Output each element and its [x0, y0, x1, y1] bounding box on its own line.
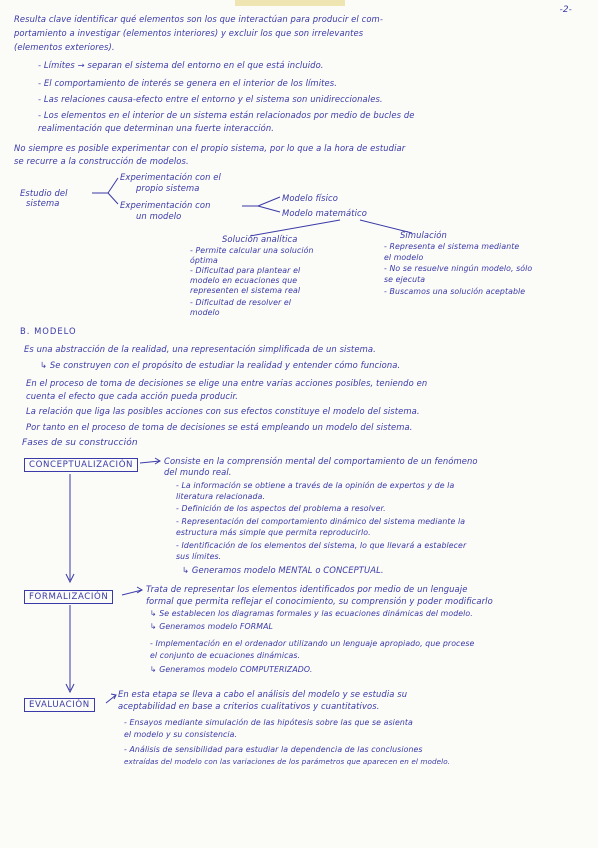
paragraph-line: No siempre es posible experimentar con el propio sistema, por lo que a la hora de estudiar	[14, 143, 406, 153]
fases-title: Fases de su construcción	[22, 438, 138, 448]
bullet-line: - Las relaciones causa-efecto entre el entorno y el sistema son unidireccionales.	[38, 94, 383, 104]
intro-line-3: (elementos exteriores).	[14, 42, 115, 52]
formalizacion-line: ↳ Se establecen los diagramas formales y las ecuaciones dinámicas del modelo.	[150, 609, 473, 618]
conceptualizacion-line: - Definición de los aspectos del problema a resolver.	[176, 504, 386, 513]
intro-line-1: Resulta clave identificar qué elementos son los que interactúan para producir el com-	[14, 14, 383, 24]
evaluacion-line: el modelo y su consistencia.	[124, 730, 238, 739]
intro-line-2: portamiento a investigar (elementos interiores) y excluir los que son irrelevantes	[14, 28, 364, 38]
formalizacion-line: el conjunto de ecuaciones dinámicas.	[150, 651, 301, 660]
simulation-item: el modelo	[384, 253, 424, 262]
simulation-item: - Buscamos una solución aceptable	[384, 287, 526, 296]
evaluacion-line: En esta etapa se lleva a cabo el análisis del modelo y se estudia su	[118, 689, 408, 699]
bullet-line: - El comportamiento de interés se genera en el interior de los límites.	[38, 78, 337, 88]
section-b-line: En el proceso de toma de decisiones se elige una entre varias acciones posibles, teniendo en	[26, 378, 428, 388]
conceptualizacion-line: - Representación del comportamiento dinámico del sistema mediante la	[176, 517, 466, 526]
conceptualizacion-line: - La información se obtiene a través de la opinión de expertos y de la	[176, 481, 455, 490]
conceptualizacion-box: CONCEPTUALIZACIÓN	[24, 458, 138, 472]
evaluacion-line: - Análisis de sensibilidad para estudiar la dependencia de las conclusiones	[124, 745, 423, 754]
diagram-branch-2: un modelo	[136, 211, 182, 221]
simulation-item: - No se resuelve ningún modelo, sólo	[384, 264, 533, 273]
diagram-root-label: Estudio del	[20, 188, 68, 198]
simulation-item: se ejecuta	[384, 275, 426, 284]
diagram-modelo-matematico: Modelo matemático	[282, 208, 367, 218]
section-b-line: Es una abstracción de la realidad, una representación simplificada de un sistema.	[24, 344, 376, 354]
formalizacion-line: formal que permita reflejar el conocimiento, su comprensión y poder modificarlo	[146, 596, 493, 606]
analytic-item: - Dificultad de resolver el	[190, 298, 292, 307]
section-b-line: cuenta el efecto que cada acción pueda producir.	[26, 391, 239, 401]
simulation-title: Simulación	[400, 230, 447, 240]
conceptualizacion-line: - Identificación de los elementos del sistema, lo que llevará a establecer	[176, 541, 467, 550]
paragraph-line: se recurre a la construcción de modelos.	[14, 156, 189, 166]
analytic-item: modelo en ecuaciones que	[190, 276, 298, 285]
section-b-heading: B. MODELO	[20, 326, 77, 336]
diagram-root-label: sistema	[26, 198, 60, 208]
analytic-item: óptima	[190, 256, 218, 265]
formalizacion-line: - Implementación en el ordenador utilizando un lenguaje apropiado, que procese	[150, 639, 475, 648]
evaluacion-line: extraídas del modelo con las variaciones de los parámetros que aparecen en el modelo.	[124, 757, 451, 766]
section-b-line: La relación que liga las posibles acciones con sus efectos constituye el modelo del sistema.	[26, 406, 420, 416]
conceptualizacion-line: literatura relacionada.	[176, 492, 266, 501]
evaluacion-line: - Ensayos mediante simulación de las hipótesis sobre las que se asienta	[124, 718, 413, 727]
diagram-branch-1: Experimentación con el	[120, 172, 221, 182]
conceptualizacion-line: Consiste en la comprensión mental del comportamiento de un fenómeno	[164, 456, 478, 466]
conceptualizacion-line: del mundo real.	[164, 467, 232, 477]
formalizacion-line: ↳ Generamos modelo FORMAL	[150, 622, 273, 631]
diagram-modelo-fisico: Modelo físico	[282, 193, 338, 203]
bullet-line: - Los elementos en el interior de un sistema están relacionados por medio de bucles de	[38, 110, 415, 120]
formalizacion-result: ↳ Generamos modelo COMPUTERIZADO.	[150, 665, 313, 674]
evaluacion-box: EVALUACIÓN	[24, 698, 95, 712]
evaluacion-line: aceptabilidad en base a criterios cualitativos y cuantitativos.	[118, 701, 380, 711]
analytic-title: Solución analítica	[222, 234, 298, 244]
section-b-line: ↳ Se construyen con el propósito de estudiar la realidad y entender cómo funciona.	[40, 360, 401, 370]
conceptualizacion-result: ↳ Generamos modelo MENTAL o CONCEPTUAL.	[182, 565, 384, 575]
section-b-line: Por tanto en el proceso de toma de decisiones se está empleando un modelo del sistema.	[26, 422, 413, 432]
analytic-item: representen el sistema real	[190, 286, 301, 295]
analytic-item: - Permite calcular una solución	[190, 246, 314, 255]
analytic-item: - Dificultad para plantear el	[190, 266, 301, 275]
bullet-line: realimentación que determinan una fuerte interacción.	[38, 123, 275, 133]
bullet-line: - Límites → separan el sistema del entorno en el que está incluido.	[38, 60, 324, 70]
formalizacion-line: Trata de representar los elementos identificados por medio de un lenguaje	[146, 584, 468, 594]
analytic-item: modelo	[190, 308, 220, 317]
diagram-branch-1: propio sistema	[136, 183, 200, 193]
formalizacion-box: FORMALIZACIÓN	[24, 590, 113, 604]
simulation-item: - Representa el sistema mediante	[384, 242, 520, 251]
diagram-branch-2: Experimentación con	[120, 200, 211, 210]
conceptualizacion-line: estructura más simple que permita reproducirlo.	[176, 528, 371, 537]
page-number: -2-	[559, 5, 572, 15]
conceptualizacion-line: sus límites.	[176, 552, 222, 561]
